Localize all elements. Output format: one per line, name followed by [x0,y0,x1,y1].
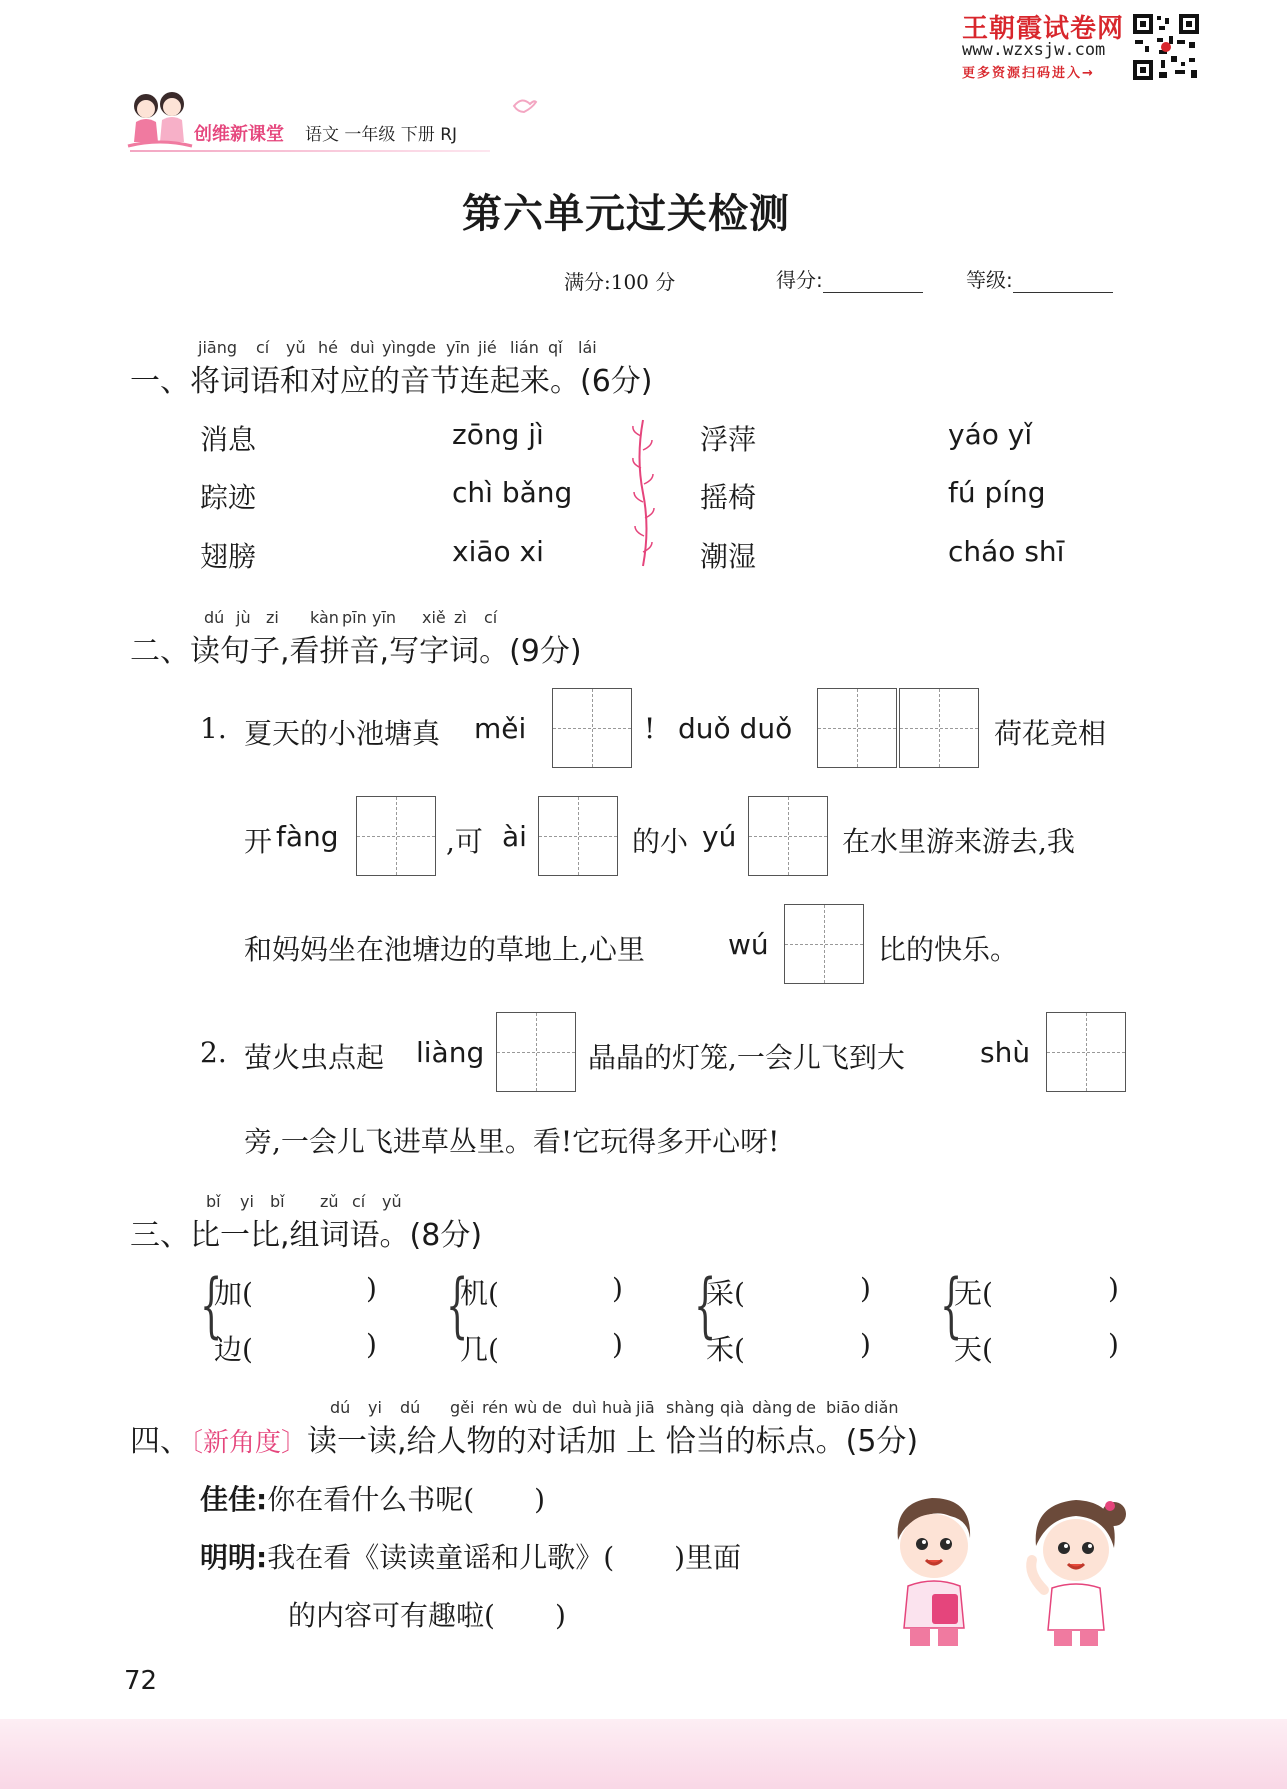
answer-box[interactable] [552,688,632,768]
page-number: 72 [124,1666,158,1696]
q2-number: 2. [200,1036,227,1069]
full-score: 满分:100 分 [564,270,676,294]
s1-right-pinyin-2[interactable]: cháo shī [948,535,1065,568]
section3-heading: 三、比一比,组词语。(8分) [130,1218,483,1253]
brace-icon: { [200,1264,223,1346]
line-text: 我在看《读读童谣和儿歌》( [267,1541,615,1574]
py: pīn [342,608,367,627]
s1-left-pinyin-1[interactable]: chì bǎng [452,476,573,509]
py: yi [368,1398,382,1417]
py: zi [266,608,279,627]
py: yīn [372,608,397,627]
subject-info: 语文 一年级 下册 RJ [305,125,458,145]
dialogue-line-1 [200,1478,545,1518]
py: bǐ [206,1192,221,1211]
section4-heading-text: 读一读,给人物的对话加 上 恰当的标点。(5分) [307,1424,919,1459]
answer-box[interactable] [496,1012,576,1092]
grade-label [966,264,1113,293]
py: dú [330,1398,351,1417]
q1-text: 开 [244,825,273,858]
py: jiā [636,1398,655,1417]
q1-pinyin: měi [474,712,527,745]
grade-label-text: 等级: [966,268,1013,292]
speaker-mingming: 明明: [200,1541,268,1574]
grade-blank[interactable] [1013,268,1113,293]
close-paren: ) [554,1599,566,1632]
answer-box[interactable] [748,796,828,876]
py: huà [602,1398,633,1417]
py: cí [256,338,270,357]
answer-box[interactable] [1046,1012,1126,1092]
py: yǔ [286,338,306,357]
compound-word-prompt[interactable]: 无( [954,1277,993,1310]
py: yǔ [382,1192,402,1211]
close-paren: ) [1108,1328,1119,1361]
py: de [796,1398,816,1417]
answer-box[interactable] [356,796,436,876]
q2-text: 萤火虫点起 [244,1041,385,1074]
brace-icon: { [694,1264,717,1346]
brand-more-text: 更多资源扫码进入→ [962,66,1095,81]
section2-heading: 二、读句子,看拼音,写字词。(9分) [130,634,582,669]
q1-number: 1. [200,712,227,745]
py: lái [578,338,597,357]
q1-pinyin: ài [502,820,527,853]
py: zǔ [320,1192,339,1211]
py: zì [454,608,467,627]
compound-word-prompt[interactable]: 采( [706,1277,745,1310]
py: dàng [752,1398,793,1417]
q1-text: ,可 [446,825,483,858]
py: yi [240,1192,254,1211]
vine-divider-icon [628,418,658,568]
py: jù [236,608,251,627]
q2-pinyin: shù [980,1036,1031,1069]
py: dú [400,1398,421,1417]
section4-pinyin [330,1398,899,1417]
py: bǐ [270,1192,285,1211]
s1-right-pinyin-1[interactable]: fú píng [948,476,1046,509]
compound-word-prompt[interactable]: 几( [460,1333,499,1366]
close-paren: ) [1108,1272,1119,1305]
brand-name: 王朝霞试卷网 [962,14,1125,44]
brand-url[interactable]: www.wzxsjw.com [962,40,1106,60]
s1-left-pinyin-0[interactable]: zōng jì [452,418,544,451]
series-name: 创维新课堂 [194,124,284,145]
py: jié [478,338,497,357]
q1-text: 荷花竞相 [994,717,1107,750]
score-label [776,264,923,293]
girl-waving-icon [1022,1490,1132,1650]
q1-pinyin: duǒ duǒ [678,712,793,745]
close-paren: ) [366,1328,377,1361]
compound-word-prompt[interactable]: 禾( [706,1333,745,1366]
py: qǐ [548,338,563,357]
speaker-jiajia: 佳佳: [200,1483,268,1516]
q1-text: 的小 [632,825,689,858]
s1-right-word-1[interactable]: 摇椅 [700,481,757,514]
compound-word-prompt[interactable]: 边( [214,1333,253,1366]
py: wù [514,1398,538,1417]
s1-left-pinyin-2[interactable]: xiāo xi [452,535,544,568]
py: shàng [666,1398,715,1417]
py: yìng [382,338,417,357]
q1-text: ! [644,712,656,745]
close-paren: ) [612,1328,623,1361]
close-paren: ) [860,1328,871,1361]
q1-text: 夏天的小池塘真 [244,717,441,750]
py: jiāng [198,338,237,357]
py: rén [482,1398,509,1417]
line-text: )里面 [674,1541,742,1574]
kids-logo-icon [124,86,196,156]
s1-left-word-0[interactable]: 消息 [200,423,257,456]
header-divider [130,150,490,152]
score-blank[interactable] [823,268,923,293]
new-angle-tag: 〔新角度〕 [190,1428,308,1458]
py: yīn [446,338,471,357]
q1-pinyin: yú [702,820,737,853]
answer-box[interactable] [784,904,864,984]
close-paren: ) [366,1272,377,1305]
section4-number: 四、 [130,1424,190,1459]
section2-pinyin [204,608,497,627]
py: de [542,1398,562,1417]
s1-right-pinyin-0[interactable]: yáo yǐ [948,418,1033,451]
py: biāo [826,1398,861,1417]
section1-pinyin [198,338,597,357]
q1-pinyin: fàng [276,820,339,853]
s1-right-word-2[interactable]: 潮湿 [700,540,757,573]
py: duì [350,338,375,357]
py: diǎn [864,1398,899,1417]
answer-box[interactable] [899,688,979,768]
section1-heading: 一、将词语和对应的音节连起来。(6分) [130,364,653,399]
s1-left-word-2[interactable]: 翅膀 [200,540,257,573]
q2-text: 晶晶的灯笼,一会儿飞到大 [588,1041,905,1074]
q1-text: 比的快乐。 [878,933,1019,966]
close-paren: ) [612,1272,623,1305]
q1-text: 和妈妈坐在池塘边的草地上,心里 [244,933,645,966]
compound-word-prompt[interactable]: 天( [954,1333,993,1366]
section3-pinyin [206,1192,402,1211]
s1-left-word-1[interactable]: 踪迹 [200,481,257,514]
py: cí [352,1192,366,1211]
py: de [416,338,436,357]
footer-band [0,1719,1287,1789]
score-label-text: 得分: [776,268,823,292]
py: lián [510,338,539,357]
py: kàn [310,608,339,627]
py: gěi [450,1398,475,1417]
qr-code-icon[interactable] [1131,12,1201,82]
line-text: 你在看什么书呢( [267,1483,475,1516]
py: cí [484,608,498,627]
py: xiě [422,608,446,627]
close-paren: ) [534,1483,546,1516]
py: qià [720,1398,745,1417]
py: hé [318,338,338,357]
py: duì [572,1398,597,1417]
brace-icon: { [446,1264,469,1346]
dialogue-line-2 [200,1536,741,1576]
q1-pinyin: wú [728,928,769,961]
boy-reading-icon [880,1490,990,1650]
bird-icon [512,94,538,116]
compound-word-prompt[interactable]: 加( [214,1277,253,1310]
page-title: 第六单元过关检测 [462,191,790,237]
answer-box[interactable] [538,796,618,876]
dialogue-line-3 [288,1594,566,1634]
close-paren: ) [860,1272,871,1305]
brace-icon: { [940,1264,963,1346]
q2-text: 旁,一会儿飞进草丛里。看!它玩得多开心呀! [244,1125,780,1158]
answer-box[interactable] [817,688,897,768]
py: dú [204,608,225,627]
s1-right-word-0[interactable]: 浮萍 [700,423,757,456]
line-text: 的内容可有趣啦( [288,1599,495,1632]
q2-pinyin: liàng [416,1036,485,1069]
compound-word-prompt[interactable]: 机( [460,1277,499,1310]
section4-heading [130,1416,918,1460]
q1-text: 在水里游来游去,我 [842,825,1075,858]
